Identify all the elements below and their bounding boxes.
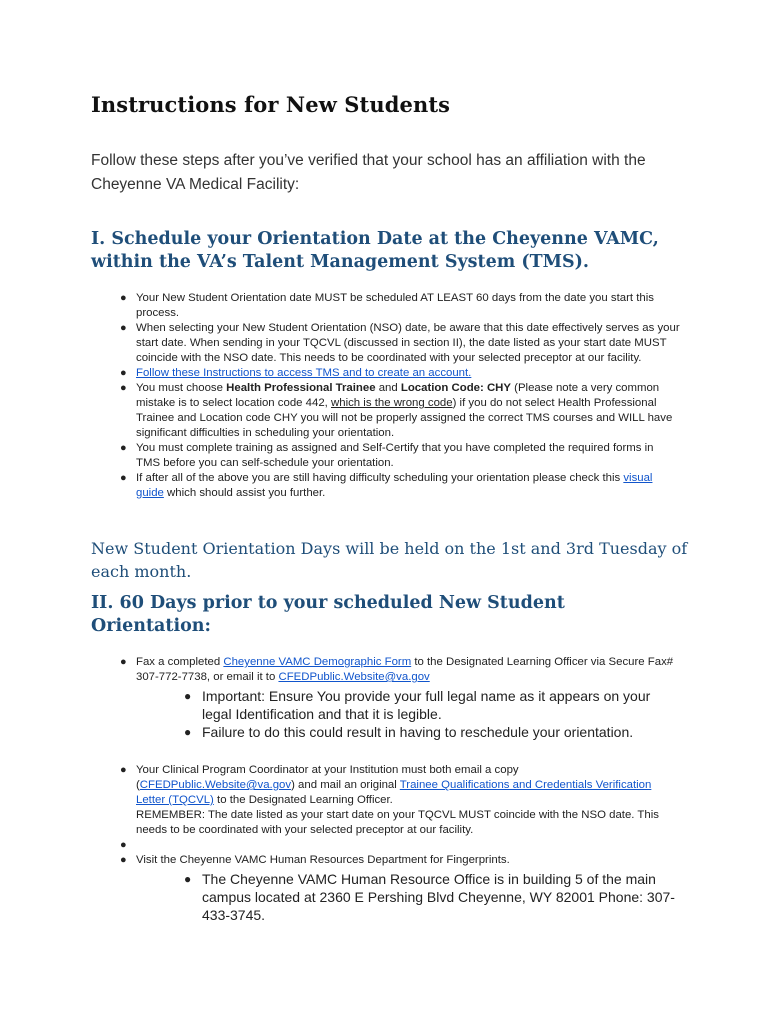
tqcvl-link[interactable]: Trainee Qualifications and Credentials Verification Letter (TQCVL) (136, 779, 652, 806)
email-link[interactable]: CFEDPublic.Website@va.gov (278, 671, 430, 683)
list-item: ● Your Clinical Program Coordinator at your Institution must both email a copy (CFEDPublic.Website@va.gov) and mail an original Trainee Qualifications and Credentials Verification Letter (TQCVL) to the Designated Learning Officer. REMEMBER: The date listed as your start date on your TQCVL MUST coincide with the NSO date. This needs to be coordinated with your selected preceptor at our facility. (120, 764, 659, 836)
bullet-icon: ● (120, 839, 127, 851)
list-item: ● When selecting your New Student Orientation (NSO) date, be aware that this date effectively serves as your start date. When sending in your TQCVL (discussed in section II), the date listed as your start date MUST coincide with the NSO date. This needs to be coordinated with your selected preceptor at our facility. (120, 322, 680, 364)
sub-list-item: ● Important: Ensure You provide your full legal name as it appears on your legal Identification and that it is legible. (184, 688, 651, 722)
sub-list-item: ● The Cheyenne VAMC Human Resource Office is in building 5 of the main campus located at 2360 E Pershing Blvd Cheyenne, WY 82001 Phone: 307-433-3745. (184, 871, 675, 923)
list-item: ● You must choose Health Professional Trainee and Location Code: CHY (Please note a very common mistake is to select location code 442, which is the wrong code) if you do not select Health Professional Trainee and Location code CHY you will not be properly assigned the correct TMS courses and WILL have significant difficulties in scheduling your orientation. (120, 382, 673, 439)
bullet-icon: ● (120, 367, 127, 379)
sub-list (184, 870, 680, 924)
demographic-form-link[interactable]: Cheyenne VAMC Demographic Form (223, 656, 412, 668)
list-item (120, 838, 680, 853)
bullet-icon: ● (120, 656, 127, 668)
section-1-heading: I. Schedule your Orientation Date at the Cheyenne VAMC, within the VA’s Talent Management System (TMS). (91, 229, 659, 272)
bullet-icon: ● (120, 292, 127, 304)
bullet-icon: ● (120, 442, 127, 454)
bullet-icon: ● (184, 725, 192, 739)
section-2-heading: II. 60 Days prior to your scheduled New Student Orientation: (91, 593, 565, 636)
list-item: ● Fax a completed Cheyenne VAMC Demographic Form to the Designated Learning Officer via Secure Fax# 307-772-7738, or email it to CFEDPublic.Website@va.gov ● Important: Ensure You provide your full legal name as it appears on your legal Identification and that it is legible. ● Failure to do this could result in having to reschedule your orientation. (120, 655, 680, 741)
list-item (120, 366, 680, 381)
page-title: Instructions for New Students (91, 92, 451, 117)
bullet-icon: ● (120, 472, 127, 484)
intro-paragraph: Follow these steps after you’ve verified that your school has an affiliation with the Cheyenne VA Medical Facility: (91, 152, 646, 193)
email-link[interactable]: CFEDPublic.Website@va.gov (139, 779, 292, 791)
list-item: ● Your New Student Orientation date MUST be scheduled AT LEAST 60 days from the date you start this process. (120, 292, 654, 319)
bullet-icon: ● (120, 854, 127, 866)
visual-guide-link[interactable]: visual guide (136, 472, 653, 499)
bullet-icon: ● (120, 322, 127, 334)
section-2-list (120, 655, 680, 928)
sub-list (184, 687, 680, 741)
list-item: ● If after all of the above you are still having difficulty scheduling your orientation please check this visual guide which should assist you further. (120, 472, 653, 499)
list-item: ● You must complete training as assigned and Self-Certify that you have completed the required forms in TMS before you can self-schedule your orientation. (120, 442, 654, 469)
list-item: ● Visit the Cheyenne VAMC Human Resources Department for Fingerprints. ● The Cheyenne VAMC Human Resource Office is in building 5 of the main campus located at 2360 E Pershing Blvd Cheyenne, WY 82001 Phone: 307-433-3745. (120, 853, 680, 924)
orientation-days-note: New Student Orientation Days will be held on the 1st and 3rd Tuesday of each month. (91, 539, 688, 581)
bullet-icon: ● (184, 872, 192, 886)
bullet-icon: ● (184, 689, 192, 703)
bullet-icon: ● (120, 764, 127, 776)
sub-list-item: ● Failure to do this could result in having to reschedule your orientation. (184, 724, 634, 740)
bullet-icon: ● (120, 382, 127, 394)
section-1-list (120, 291, 680, 501)
tms-instructions-link[interactable]: Follow these Instructions to access TMS and to create an account. (136, 367, 472, 379)
